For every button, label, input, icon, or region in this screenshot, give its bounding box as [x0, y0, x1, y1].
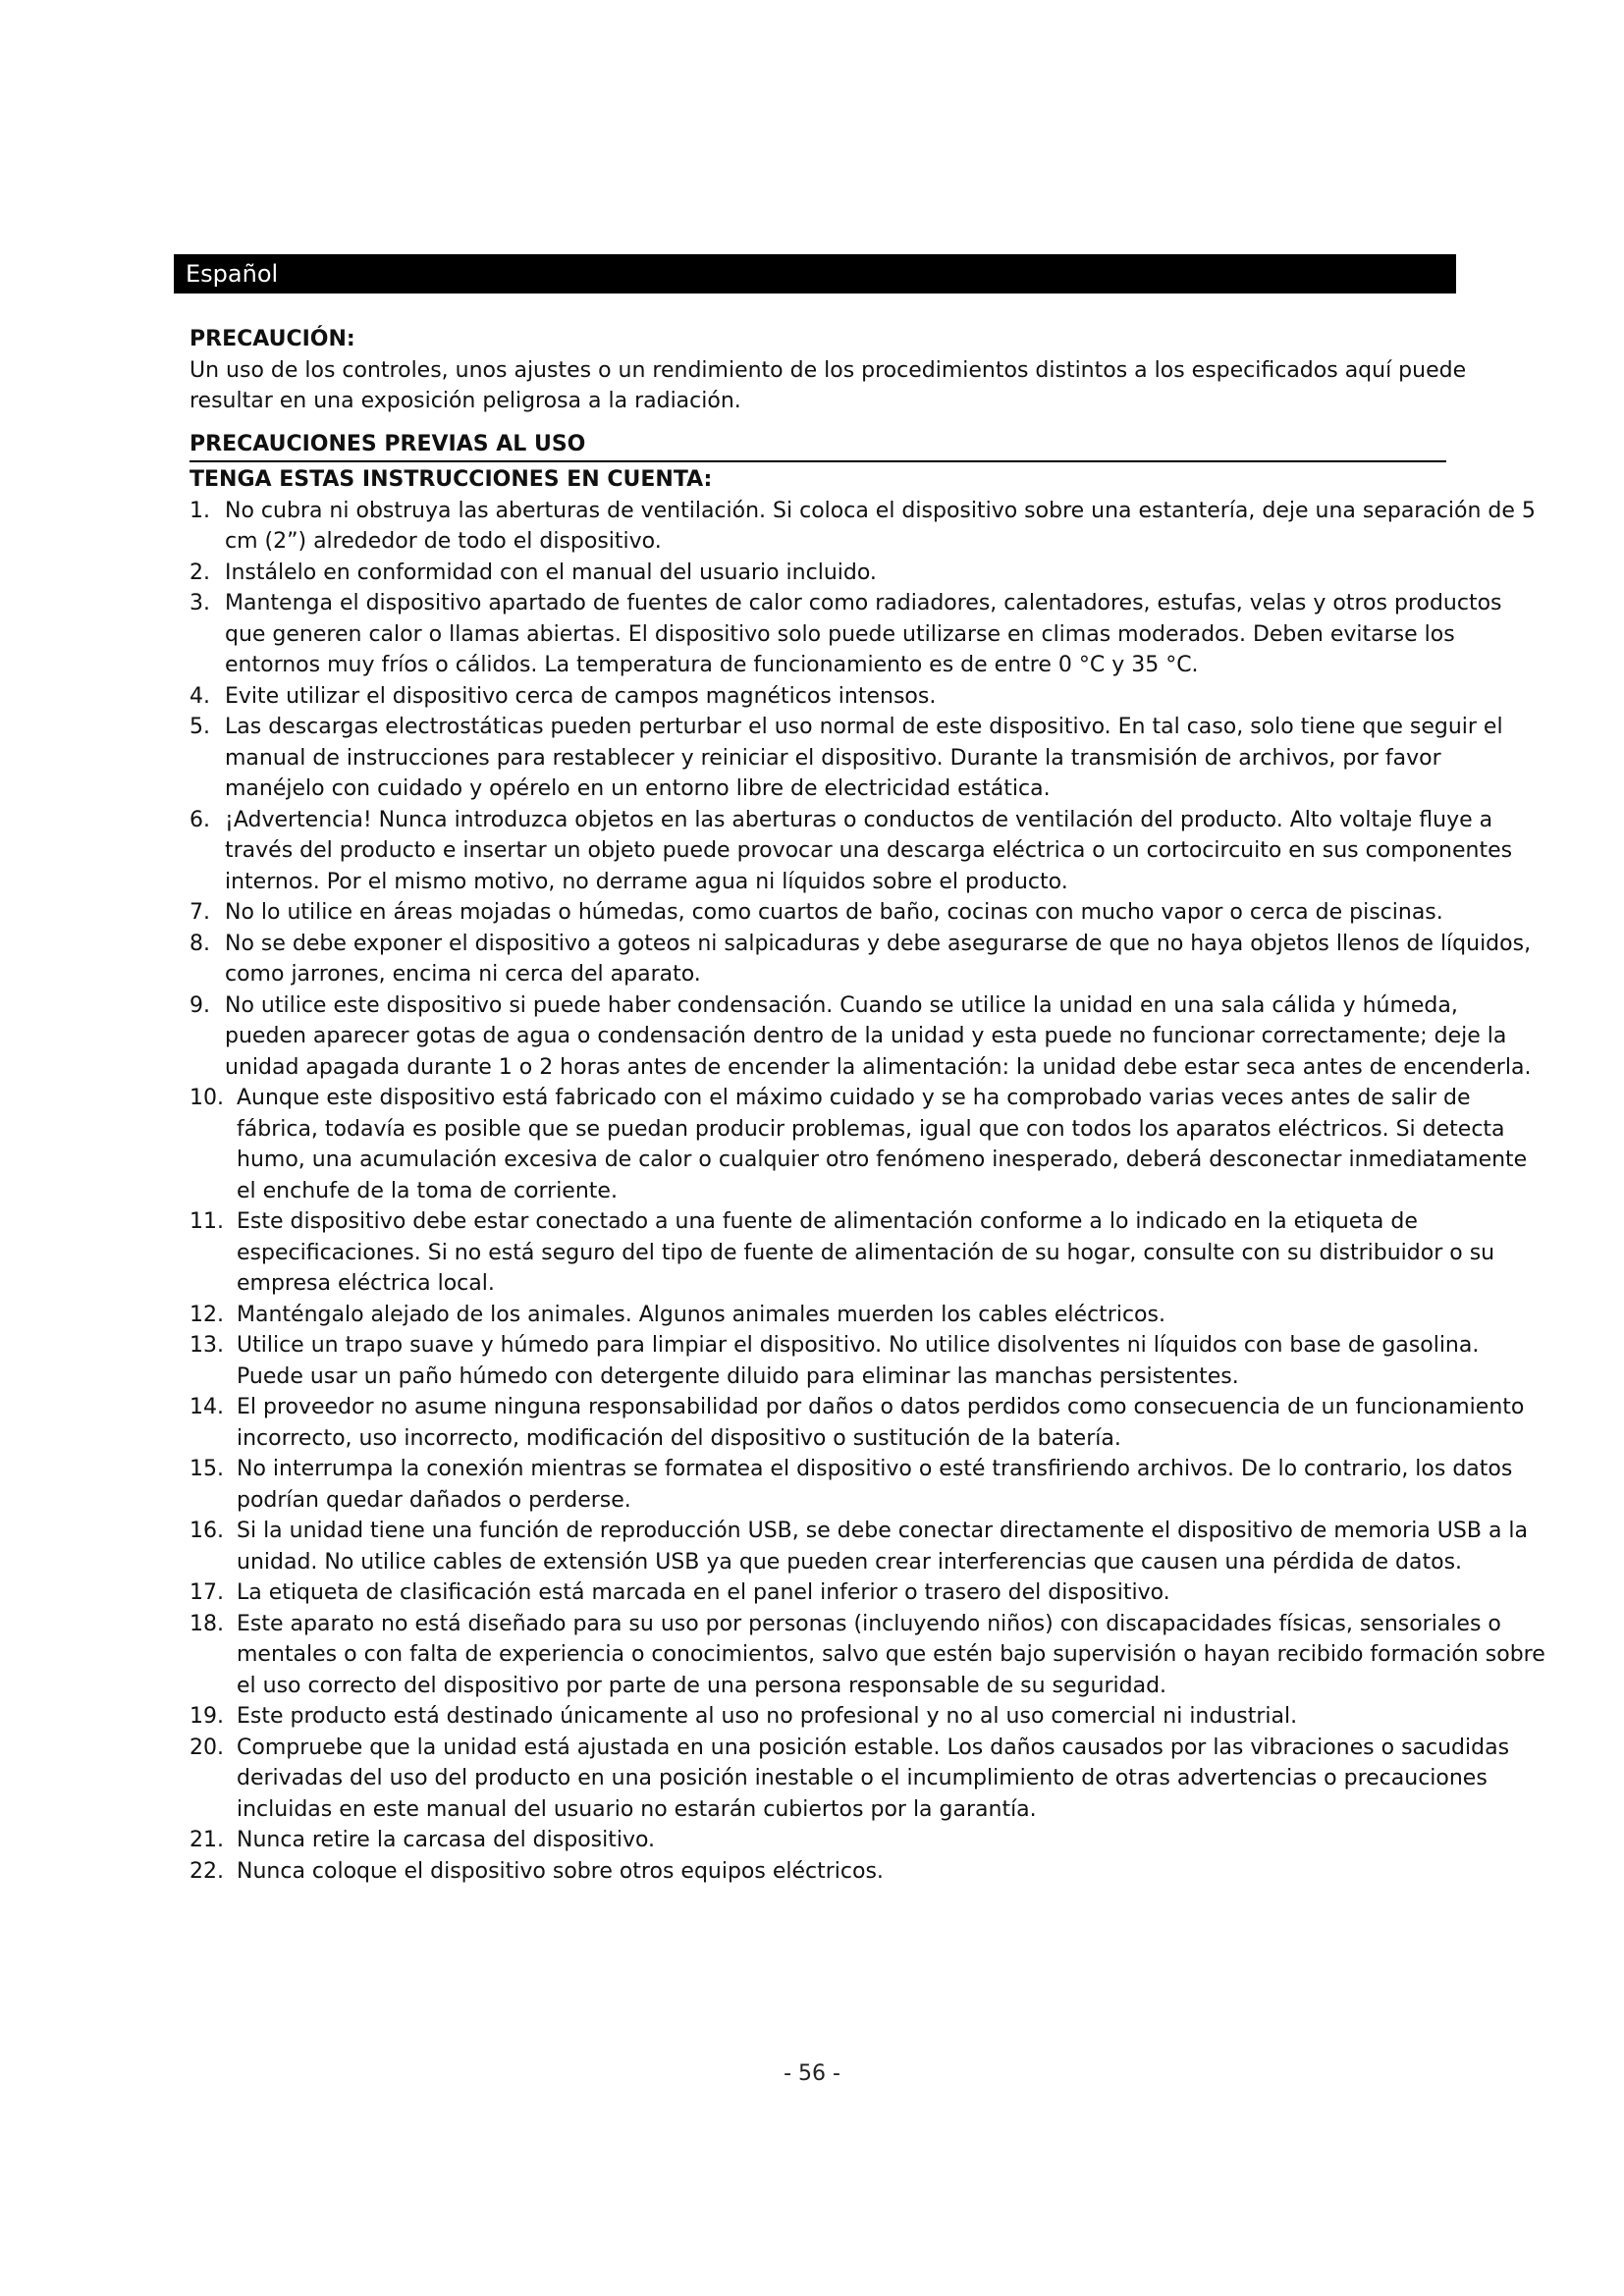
- list-item: [189, 1516, 1584, 1577]
- item-number: 19.: [189, 1704, 224, 1729]
- list-item: [189, 897, 1584, 929]
- item-text: Si la unidad tiene una función de reproducción USB, se debe conectar directamente el dispositivo de memoria USB a la unidad. No utilice cables de extensión USB ya que pueden crear interferencias que causen una pérdida de datos.: [237, 1519, 1529, 1575]
- item-text: Utilice un trapo suave y húmedo para limpiar el dispositivo. No utilice disolventes ni líquidos con base de gasolina. Puede usar un paño húmedo con detergente diluido para eliminar las manchas persistentes.: [237, 1333, 1480, 1389]
- list-item: [189, 1856, 1584, 1888]
- item-number: 5.: [189, 715, 210, 739]
- instructions-subheading: TENGA ESTAS INSTRUCCIONES EN CUENTA:: [189, 467, 713, 492]
- item-text: Nunca coloque el dispositivo sobre otros equipos eléctricos.: [237, 1858, 884, 1884]
- item-text: Manténgalo alejado de los animales. Algunos animales muerden los cables eléctricos.: [237, 1302, 1165, 1327]
- list-item: [189, 1609, 1584, 1702]
- list-item: [189, 558, 1584, 589]
- item-text: No utilice este dispositivo si puede haber condensación. Cuando se utilice la unidad en una sala cálida y húmeda, pueden aparecer gotas de agua o condensación dentro de la unidad y esta puede no funcionar correctamente; deje la unidad apagada durante 1 o 2 horas antes de encender la alimentación: la unidad debe estar seca antes de encenderla.: [225, 992, 1532, 1080]
- list-item: [189, 1577, 1584, 1609]
- item-number: 9.: [189, 992, 210, 1018]
- item-text: Mantenga el dispositivo apartado de fuentes de calor como radiadores, calentadores, estufas, velas y otros productos que generen calor o llamas abiertas. El dispositivo solo puede utilizarse en climas moderados. Deben evitarse los entornos muy fríos o cálidos. La temperatura de funcionamiento es de entre 0 °C y 35 °C.: [225, 591, 1502, 677]
- list-item: [189, 1392, 1584, 1454]
- item-text: No lo utilice en áreas mojadas o húmedas, como cuartos de baño, cocinas con mucho vapor o cerca de piscinas.: [225, 900, 1443, 925]
- list-item: [189, 1733, 1584, 1826]
- list-item: [189, 805, 1584, 898]
- precautions-heading: PRECAUCIONES PREVIAS AL USO: [189, 429, 1446, 463]
- item-text: Instálelo en conformidad con el manual del usuario incluido.: [225, 560, 877, 585]
- language-label: Español: [186, 260, 279, 288]
- item-text: Este aparato no está diseñado para su uso por personas (incluyendo niños) con discapacidades físicas, sensoriales o mentales o con falta de experiencia o conocimientos, salvo que estén bajo supervisión o hayan recibido formación sobre el uso correcto del dispositivo por parte de una persona responsable de su seguridad.: [237, 1611, 1545, 1698]
- item-number: 15.: [189, 1457, 224, 1481]
- page-number: - 56 -: [784, 2061, 840, 2086]
- item-text: Compruebe que la unidad está ajustada en una posición estable. Los daños causados por las vibraciones o sacudidas derivadas del uso del producto en una posición inestable o el incumplimiento de otras advertencias o precauciones incluidas en este manual del usuario no estarán cubiertos por la garantía.: [237, 1735, 1510, 1822]
- item-text: ¡Advertencia! Nunca introduzca objetos en las aberturas o conductos de ventilación del producto. Alto voltaje fluye a través del producto e insertar un objeto puede provocar una descarga eléctrica o un cortocircuito en sus componentes internos. Por el mismo motivo, no derrame agua ni líquidos sobre el producto.: [225, 807, 1513, 894]
- item-text: Nunca retire la carcasa del dispositivo.: [237, 1828, 656, 1852]
- item-number: 11.: [189, 1209, 224, 1234]
- item-text: Este producto está destinado únicamente al uso no profesional y no al uso comercial ni industrial.: [237, 1704, 1298, 1729]
- item-number: 2.: [189, 560, 210, 585]
- list-item: [189, 929, 1584, 990]
- list-item: [189, 1825, 1584, 1856]
- item-number: 10.: [189, 1086, 224, 1110]
- list-item: [189, 1300, 1584, 1331]
- list-item: [189, 990, 1584, 1084]
- list-item: [189, 1701, 1584, 1733]
- item-number: 12.: [189, 1302, 224, 1327]
- item-number: 1.: [189, 498, 210, 523]
- item-text: Aunque este dispositivo está fabricado con el máximo cuidado y se ha comprobado varias veces antes de salir de fábrica, todavía es posible que se puedan producir problemas, igual que con todos los aparatos eléctricos. Si detecta humo, una acumulación excesiva de calor o cualquier otro fenómeno inesperado, deberá desconectar inmediatamente el enchufe de la toma de corriente.: [237, 1086, 1528, 1203]
- list-item: [189, 1330, 1584, 1392]
- item-text: La etiqueta de clasificación está marcada en el panel inferior o trasero del dispositivo.: [237, 1580, 1170, 1605]
- list-item: [189, 712, 1584, 805]
- list-item: [189, 681, 1584, 713]
- item-number: 17.: [189, 1580, 224, 1605]
- list-item: [189, 1206, 1584, 1300]
- item-number: 3.: [189, 591, 210, 615]
- item-number: 7.: [189, 900, 210, 925]
- item-number: 16.: [189, 1519, 224, 1543]
- item-number: 8.: [189, 931, 210, 956]
- list-item: [189, 496, 1584, 558]
- item-number: 4.: [189, 683, 210, 709]
- caution-heading: PRECAUCIÓN:: [189, 327, 355, 351]
- item-number: 22.: [189, 1858, 224, 1884]
- item-text: No se debe exponer el dispositivo a goteos ni salpicaduras y debe asegurarse de que no haya objetos llenos de líquidos, como jarrones, encima ni cerca del aparato.: [225, 931, 1532, 987]
- item-number: 20.: [189, 1735, 224, 1760]
- list-item: [189, 588, 1584, 681]
- list-item: [189, 1454, 1584, 1516]
- item-text: El proveedor no asume ninguna responsabilidad por daños o datos perdidos como consecuencia de un funcionamiento incorrecto, uso incorrecto, modificación del dispositivo o sustitución de la batería.: [237, 1395, 1525, 1451]
- item-text: No interrumpa la conexión mientras se formatea el dispositivo o esté transfiriendo archivos. De lo contrario, los datos podrían quedar dañados o perderse.: [237, 1457, 1513, 1513]
- item-number: 18.: [189, 1611, 224, 1636]
- list-item: [189, 1083, 1584, 1206]
- precautions-list: [189, 496, 1584, 1888]
- language-header-bar: [174, 254, 1456, 294]
- item-number: 14.: [189, 1395, 224, 1419]
- caution-text: Un uso de los controles, unos ajustes o un rendimiento de los procedimientos distintos a los especificados aquí puede resultar en una exposición peligrosa a la radiación.: [189, 357, 1467, 413]
- item-number: 6.: [189, 807, 210, 832]
- item-text: Las descargas electrostáticas pueden perturbar el uso normal de este dispositivo. En tal caso, solo tiene que seguir el manual de instrucciones para restablecer y reiniciar el dispositivo. Durante la transmisión de archivos, por favor manéjelo con cuidado y opérelo en un entorno libre de electricidad estática.: [225, 715, 1503, 801]
- item-text: No cubra ni obstruya las aberturas de ventilación. Si coloca el dispositivo sobre una estantería, deje una separación de 5 cm (2”) alrededor de todo el dispositivo.: [225, 498, 1536, 554]
- item-number: 21.: [189, 1828, 224, 1852]
- page-content: [189, 324, 1584, 1887]
- item-text: Evite utilizar el dispositivo cerca de campos magnéticos intensos.: [225, 683, 937, 709]
- item-text: Este dispositivo debe estar conectado a una fuente de alimentación conforme a lo indicado en la etiqueta de especificaciones. Si no está seguro del tipo de fuente de alimentación de su hogar, consulte con su distribuidor o su empresa eléctrica local.: [237, 1209, 1495, 1296]
- item-number: 13.: [189, 1333, 224, 1358]
